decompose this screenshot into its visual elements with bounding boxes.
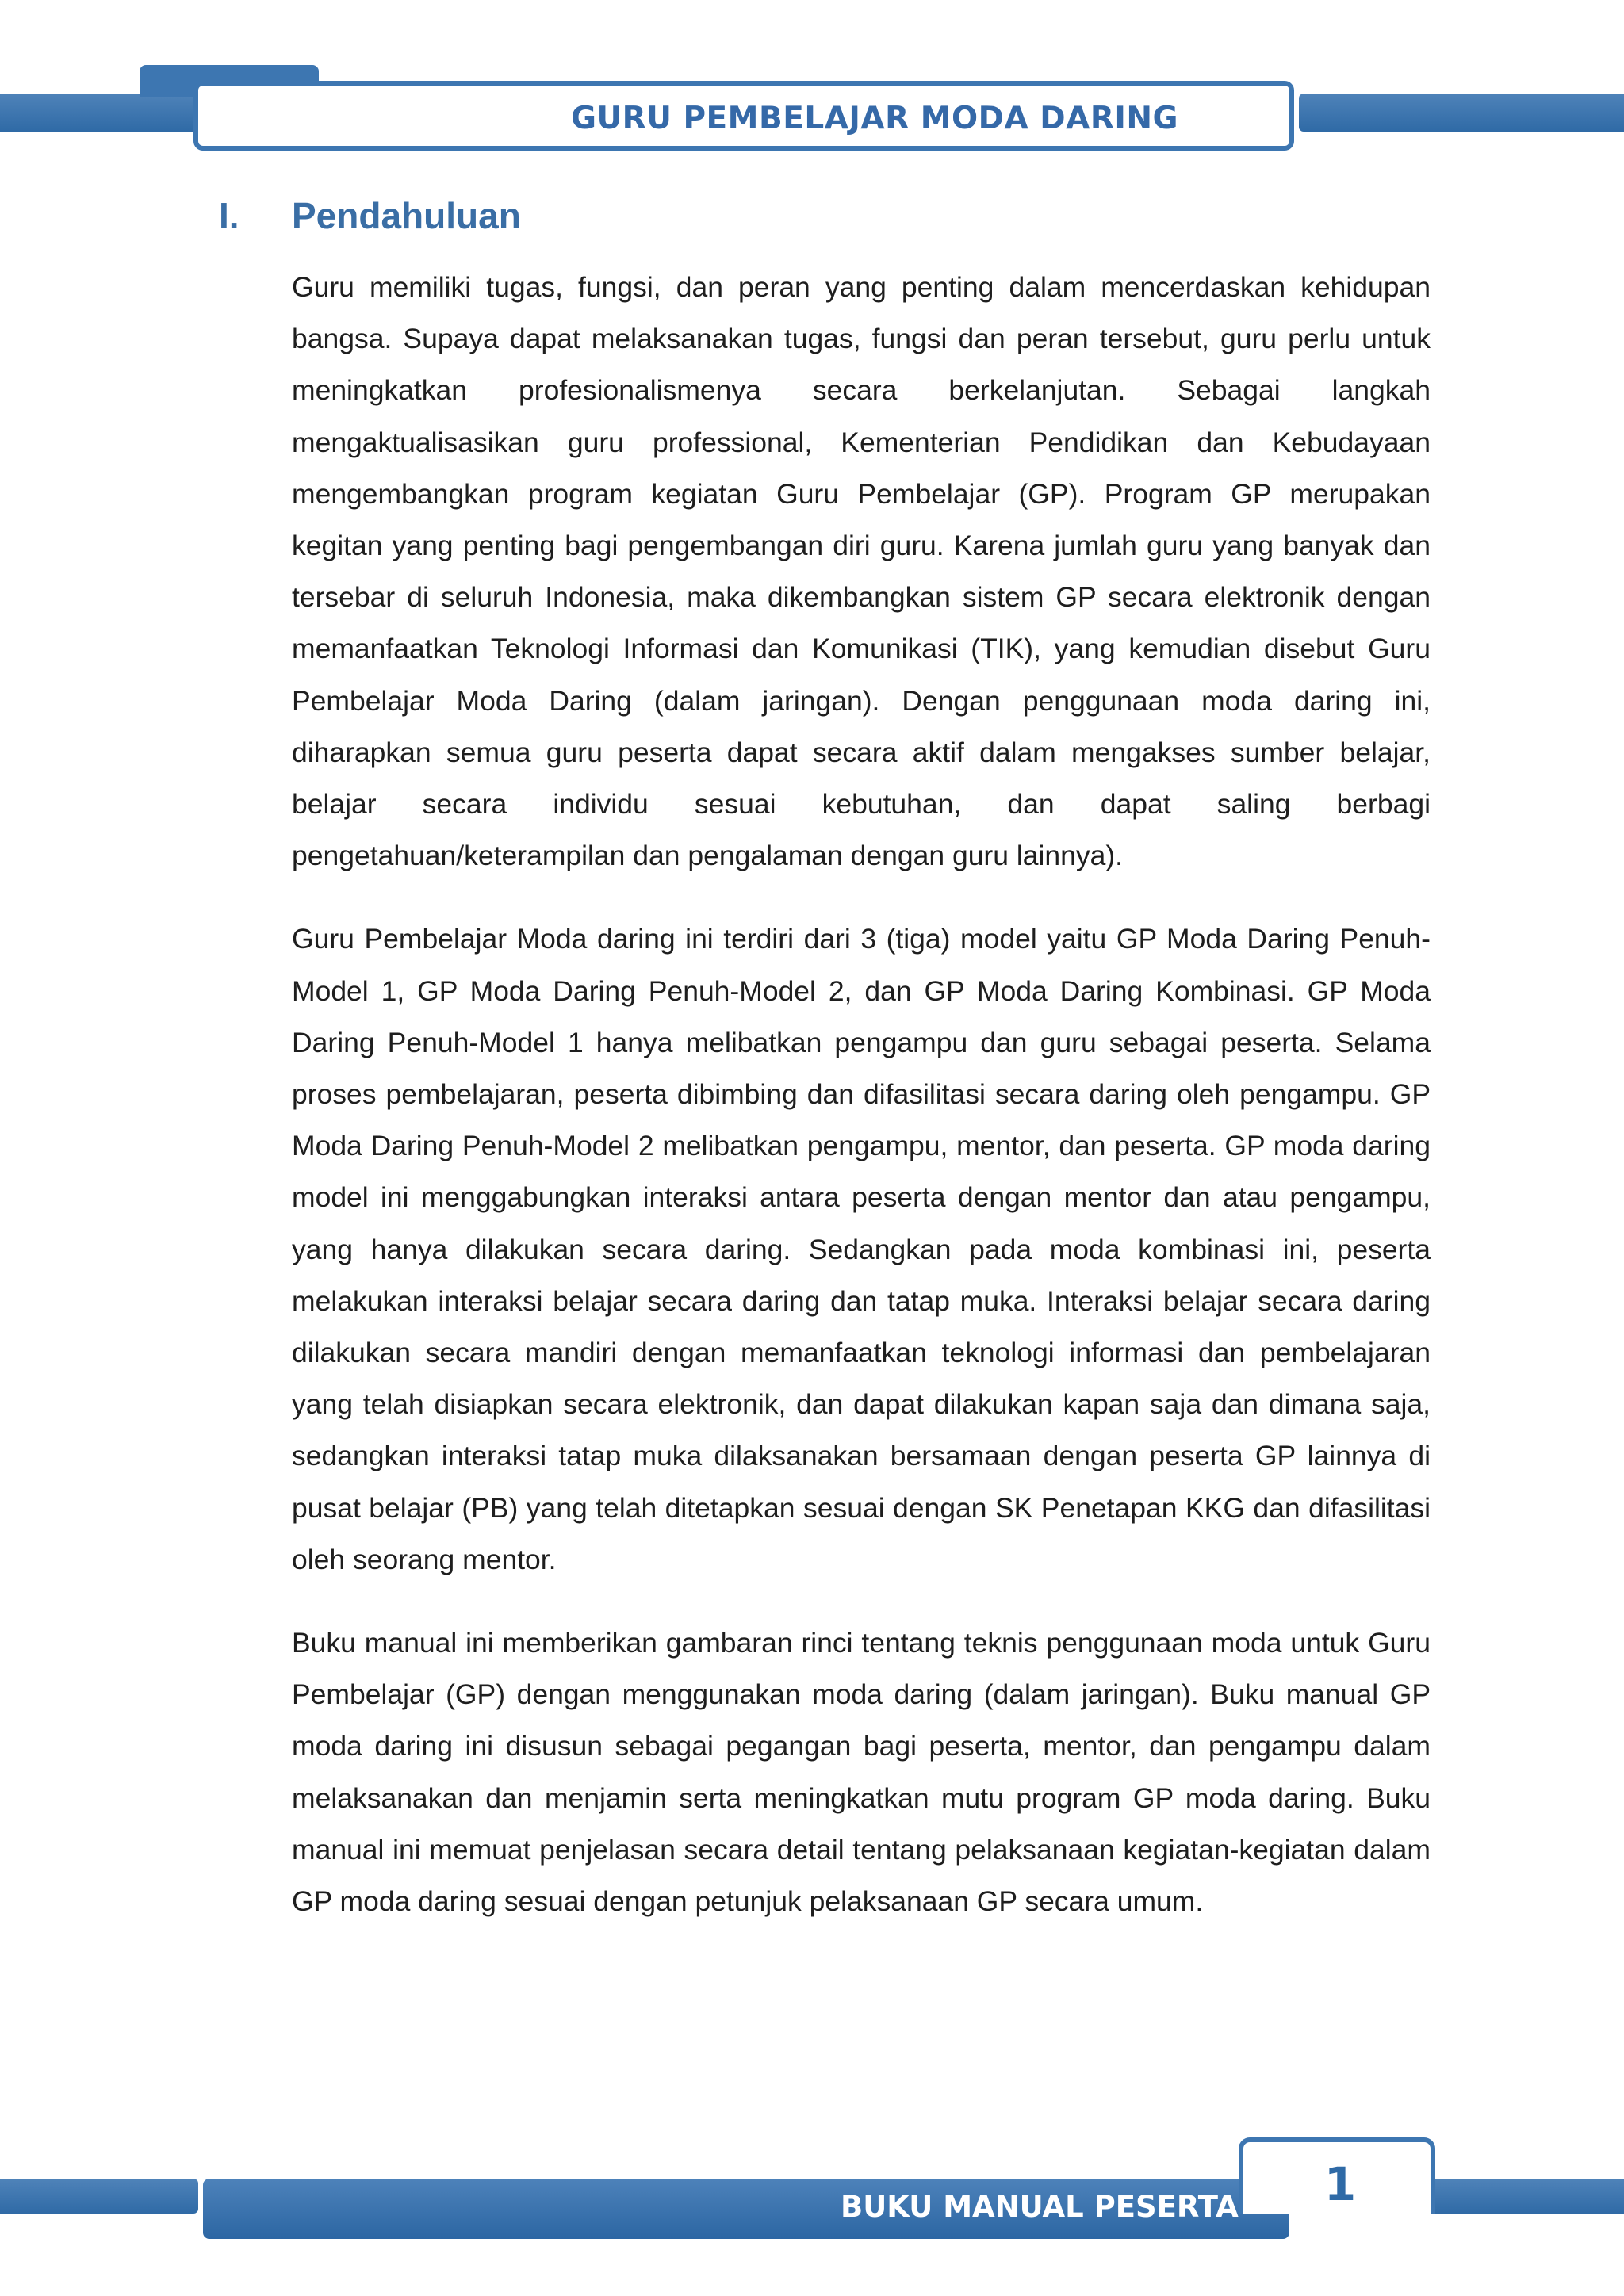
page-number: 1 <box>1323 2157 1357 2211</box>
header-right-bar <box>1299 94 1624 132</box>
header-title: GURU PEMBELAJAR MODA DARING <box>571 101 1179 136</box>
header-left-bar <box>0 94 198 132</box>
footer-left-bar <box>0 2179 198 2214</box>
section-number: I. <box>219 195 239 236</box>
paragraph-3: Buku manual ini memberikan gambaran rinci tentang teknis penggunaan moda untuk Guru Pembelajar (GP) dengan menggunakan moda daring (dalam jaringan). Buku manual GP moda daring ini disusun sebagai pegangan bagi peserta, mentor, dan pengampu dalam melaksanakan dan menjamin serta meningkatkan mutu program GP moda daring. Buku manual ini memuat penjelasan secara detail tentang pelaksanaan kegiatan-kegiatan dalam GP moda daring sesuai dengan petunjuk pelaksanaan GP secara umum. <box>292 1627 1431 1918</box>
section-title: Pendahuluan <box>292 195 521 236</box>
body-content <box>292 262 1431 1959</box>
footer-title: BUKU MANUAL PESERTA <box>841 2190 1239 2224</box>
paragraph-1: Guru memiliki tugas, fungsi, dan peran yang penting dalam mencerdaskan kehidupan bangsa. Supaya dapat melaksanakan tugas, fungsi dan peran tersebut, guru perlu untuk meningkatkan profesionalismenya secara berkelanjutan. Sebagai langkah mengaktualisasikan guru professional, Kementerian Pendidikan dan Kebudayaan mengembangkan program kegiatan Guru Pembelajar (GP). Program GP merupakan kegitan yang penting bagi pengembangan diri guru. Karena jumlah guru yang banyak dan tersebar di seluruh Indonesia, maka dikembangkan sistem GP secara elektronik dengan memanfaatkan Teknologi Informasi dan Komunikasi (TIK), yang kemudian disebut Guru Pembelajar Moda Daring (dalam jaringan). Dengan penggunaan moda daring ini, diharapkan semua guru peserta dapat secara aktif dalam mengakses sumber belajar, belajar secara individu sesuai kebutuhan, dan dapat saling berbagi pengetahuan/keterampilan dan pengalaman dengan guru lainnya). <box>292 271 1431 872</box>
paragraph-2: Guru Pembelajar Moda daring ini terdiri dari 3 (tiga) model yaitu GP Moda Daring Penuh-Model 1, GP Moda Daring Penuh-Model 2, dan GP Moda Daring Kombinasi. GP Moda Daring Penuh-Model 1 hanya melibatkan pengampu dan guru sebagai peserta. Selama proses pembelajaran, peserta dibimbing dan difasilitasi secara daring oleh pengampu. GP Moda Daring Penuh-Model 2 melibatkan pengampu, mentor, dan peserta. GP moda daring model ini menggabungkan interaksi antara peserta dengan mentor dan atau pengampu, yang hanya dilakukan secara daring. Sedangkan pada moda kombinasi ini, peserta melakukan interaksi belajar secara daring dan tatap muka. Interaksi belajar secara daring dilakukan secara mandiri dengan memanfaatkan teknologi informasi dan pembelajaran yang telah disiapkan secara elektronik, dan dapat dilakukan kapan saja dan dimana saja, sedangkan interaksi tatap muka dilaksanakan bersamaan dengan peserta GP lainnya di pusat belajar (PB) yang telah ditetapkan sesuai dengan SK Penetapan KKG dan difasilitasi oleh seorang mentor. <box>292 923 1431 1575</box>
